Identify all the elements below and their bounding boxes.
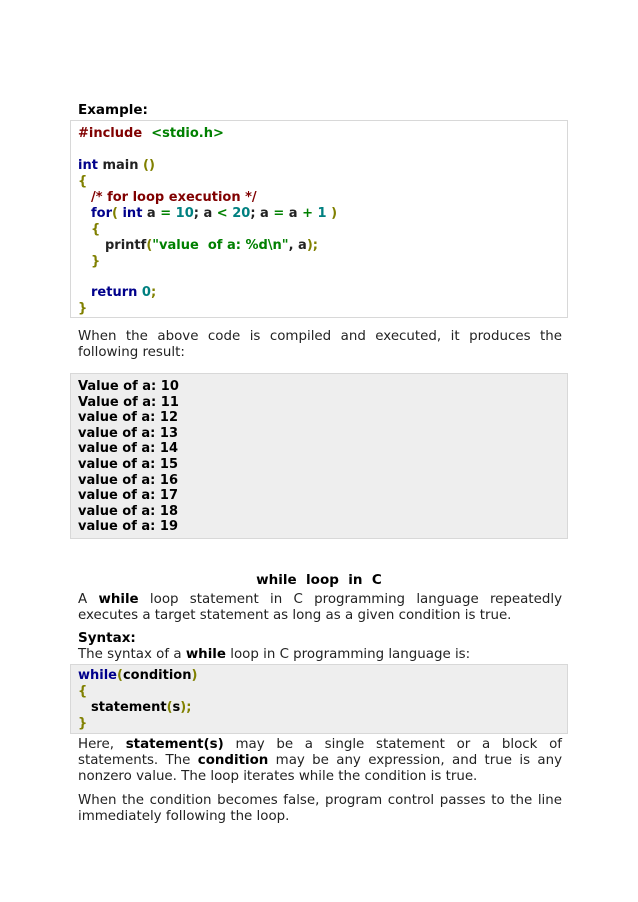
code-token: ; (150, 285, 157, 300)
syntax-line-while (78, 668, 197, 684)
output-line: value of a: 14 (78, 441, 179, 457)
code-token: < (216, 206, 228, 221)
code-token: ( (166, 700, 173, 715)
code-token: = (160, 206, 172, 221)
syntax-heading: Syntax: (78, 630, 136, 646)
output-box (70, 373, 568, 539)
term-condition: condition (197, 753, 269, 768)
text-run: loop in C programming language is: (225, 647, 471, 662)
code-line-inner-open: { (91, 222, 101, 237)
code-token: ( (146, 238, 153, 253)
code-token: a (284, 206, 303, 221)
code-token: a (142, 206, 161, 221)
code-token: condition (122, 668, 192, 683)
syntax-intro (78, 647, 562, 663)
code-token: while (78, 668, 117, 683)
code-token: s (172, 700, 181, 715)
code-token: 20 (227, 206, 251, 221)
output-line: Value of a: 10 (78, 379, 179, 394)
code-token: "value of a: %d\n" (152, 238, 289, 253)
term-statement: statement(s) (125, 737, 224, 752)
code-token: ; a (193, 206, 217, 221)
text-run: A (78, 592, 99, 607)
code-token: for (91, 206, 112, 221)
code-token: ( (112, 206, 118, 221)
code-token: #include (78, 126, 143, 141)
output-line: value of a: 18 (78, 503, 179, 519)
code-token: <stdio.h> (151, 126, 224, 141)
code-token: int (117, 206, 143, 221)
code-line-printf (105, 238, 318, 254)
text-run: The syntax of a (78, 647, 186, 662)
code-token: ) (191, 668, 198, 683)
syntax-line-statement (91, 700, 191, 716)
code-token: main (97, 158, 144, 173)
code-token: ( (117, 668, 123, 683)
output-line: value of a: 15 (78, 457, 179, 472)
keyword-while: while (185, 647, 226, 662)
output-line: value of a: 17 (78, 488, 179, 504)
code-line-return (91, 285, 156, 301)
code-token: 0 (137, 285, 151, 300)
code-token: ) (326, 206, 338, 221)
code-example-box (70, 120, 568, 318)
text-run: may be a single statement or a block of statements. The (78, 737, 562, 768)
code-line-close-brace: } (78, 301, 88, 316)
code-token: 1 (313, 206, 327, 221)
code-token: int (78, 158, 98, 173)
code-line-open-brace: { (78, 174, 88, 189)
keyword-while: while (98, 592, 139, 607)
section-title: while loop in C (256, 572, 382, 588)
code-token: , a (288, 238, 307, 253)
code-token: 10 (171, 206, 194, 221)
output-line: value of a: 13 (78, 425, 179, 441)
text-run: loop statement in C programming language repeatedly executes a target statement as long as a given condition is true. (78, 592, 562, 623)
syntax-line-open: { (78, 684, 88, 699)
code-token: statement (91, 700, 167, 715)
syntax-code-box (70, 664, 568, 734)
code-line-for (91, 206, 337, 222)
example-heading: Example: (78, 102, 148, 118)
code-line-comment: /* for loop execution */ (91, 190, 257, 205)
code-token: printf (105, 238, 147, 253)
code-line-main (78, 158, 155, 174)
text-run: may be any expression, and true is any nonzero value. The loop iterates while the condition is true. (78, 753, 562, 784)
while-intro (78, 592, 562, 624)
code-token: () (143, 158, 155, 173)
closing-paragraph: When the condition becomes false, program control passes to the line immediately following the loop. (78, 793, 562, 824)
output-line: Value of a: 11 (78, 394, 179, 410)
code-token: return (91, 285, 138, 300)
code-line-inner-close: } (91, 254, 101, 269)
explanation (78, 737, 562, 785)
code-line-include (78, 126, 224, 142)
output-line: value of a: 12 (78, 410, 179, 426)
code-token: ; a (250, 206, 274, 221)
code-token: = (273, 206, 285, 221)
code-token: + (302, 206, 313, 221)
output-line: value of a: 16 (78, 472, 179, 488)
code-token: ); (180, 700, 192, 715)
syntax-line-close: } (78, 716, 88, 731)
text-run: Here, (78, 737, 126, 752)
output-line: value of a: 19 (78, 519, 179, 535)
result-intro: When the above code is compiled and executed, it produces the following result: (78, 329, 562, 360)
code-token: ); (306, 238, 318, 253)
